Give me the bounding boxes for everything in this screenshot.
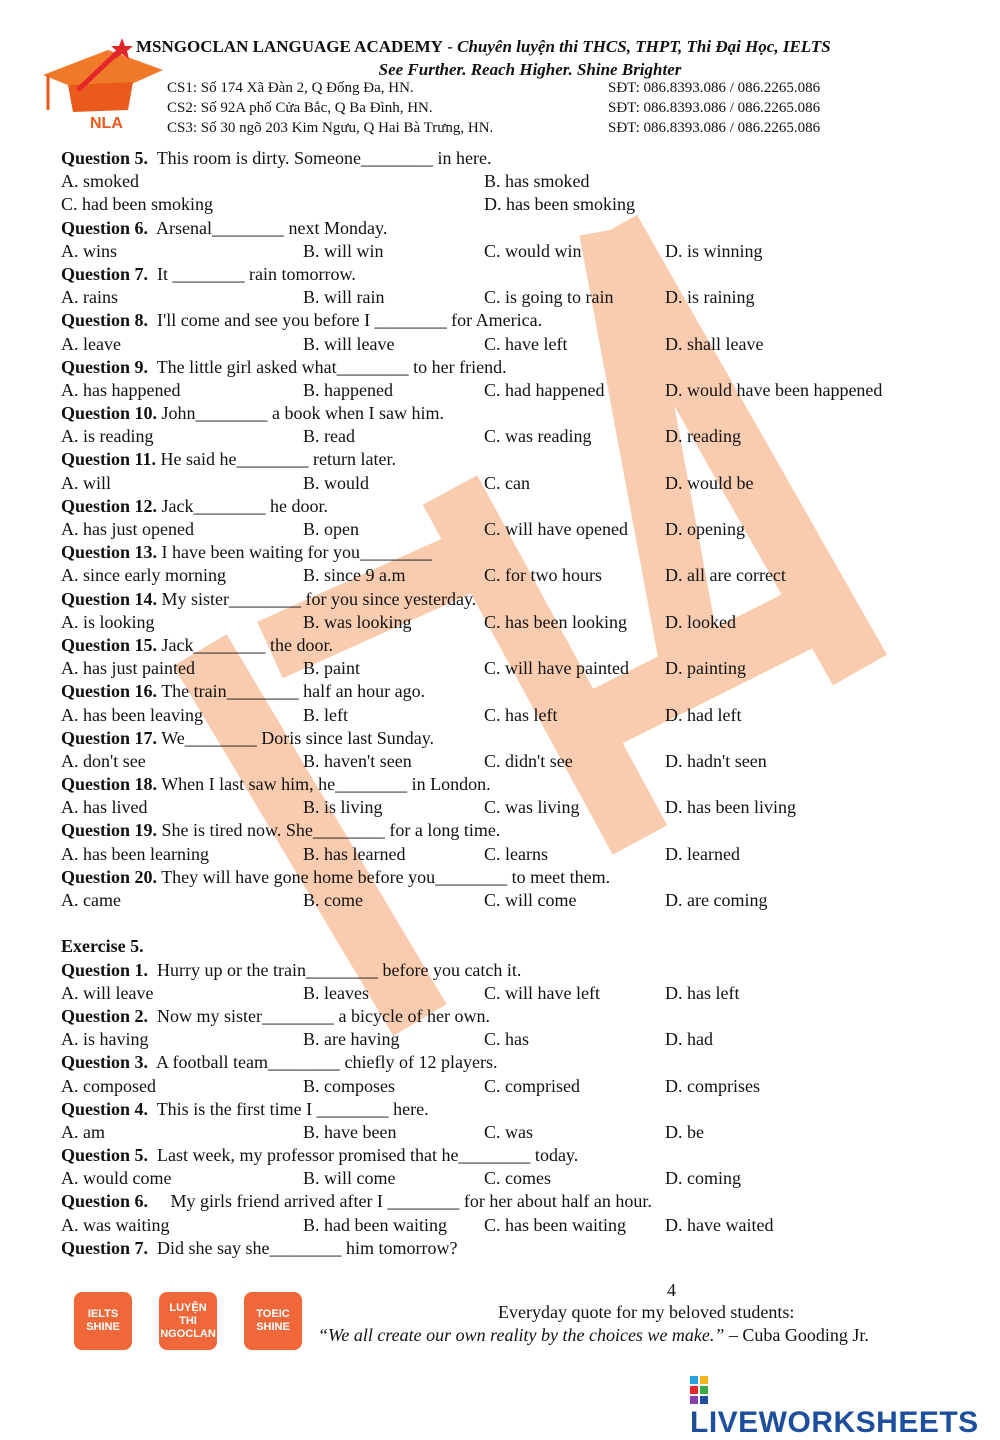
- question-line: [61, 1098, 961, 1121]
- branch-address: CS3: Số 30 ngõ 203 Kim Ngưu, Q Hai Bà Trưng, HN.: [167, 120, 494, 136]
- answer-option[interactable]: C. has left: [484, 704, 558, 725]
- answer-option[interactable]: A. smoked: [61, 171, 139, 192]
- answer-option[interactable]: C. learns: [484, 843, 548, 864]
- options-row: [61, 657, 961, 680]
- question-line: [61, 1237, 961, 1260]
- daily-quote: “We all create our own reality by the choices we make.” – Cuba Gooding Jr.: [318, 1325, 869, 1345]
- answer-option[interactable]: C. had been smoking: [61, 194, 213, 215]
- question-label: Question 8.: [61, 310, 149, 331]
- answer-option[interactable]: B. left: [303, 704, 348, 725]
- question-text: When I last saw him, he________ in London.: [157, 774, 491, 795]
- options-row: [61, 750, 961, 773]
- question-line: [61, 866, 961, 889]
- answer-option[interactable]: C. have left: [484, 333, 568, 354]
- answer-option[interactable]: B. will leave: [303, 333, 395, 354]
- answer-option[interactable]: C. has been waiting: [484, 1214, 626, 1235]
- academy-title: MSNGOCLAN LANGUAGE ACADEMY - Chuyên luyện thi THCS, THPT, Thi Đại Học, IELTS: [136, 37, 831, 56]
- answer-option[interactable]: D. comprises: [665, 1075, 760, 1096]
- options-row: [61, 982, 961, 1005]
- answer-option[interactable]: D. had: [665, 1029, 713, 1050]
- answer-option[interactable]: A. will leave: [61, 982, 154, 1003]
- question-line: [61, 1190, 961, 1213]
- answer-option[interactable]: B. haven't seen: [303, 750, 412, 771]
- question-line: [61, 147, 961, 170]
- answer-option[interactable]: D. has been smoking: [484, 194, 635, 215]
- question-label: Question 5.: [61, 148, 149, 168]
- answer-option[interactable]: B. would: [303, 472, 370, 493]
- question-line: [61, 309, 961, 332]
- answer-option[interactable]: B. will win: [303, 240, 384, 261]
- options-row: [61, 240, 961, 263]
- answer-option[interactable]: B. composes: [303, 1075, 395, 1096]
- answer-option[interactable]: B. paint: [303, 658, 360, 679]
- answer-option[interactable]: B. come: [303, 890, 363, 910]
- luyenthi-ngoclan-badge: LUYỆN THI NGOCLAN: [159, 1292, 217, 1350]
- answer-option[interactable]: C. was living: [484, 797, 580, 818]
- answer-option[interactable]: C. comprised: [484, 1075, 580, 1096]
- answer-option[interactable]: A. is having: [61, 1029, 149, 1050]
- question-text: Hurry up or the train________ before you catch it.: [148, 959, 522, 980]
- options-row: [61, 333, 961, 356]
- slogan: See Further. Reach Higher. Shine Brighter: [378, 60, 682, 79]
- answer-option[interactable]: C. didn't see: [484, 750, 573, 771]
- answer-option[interactable]: B. happened: [303, 379, 393, 400]
- answer-option[interactable]: A. don't see: [61, 750, 146, 771]
- question-line: [61, 680, 961, 703]
- question-line: [61, 773, 961, 796]
- document-header: [0, 0, 1000, 145]
- question-text: Jack________ the door.: [157, 634, 333, 655]
- answer-option[interactable]: B. will rain: [303, 287, 385, 308]
- options-row: [61, 170, 961, 193]
- answer-option[interactable]: D. are coming: [665, 890, 768, 910]
- answer-option[interactable]: D. has been living: [665, 797, 796, 818]
- answer-option[interactable]: A. is looking: [61, 611, 155, 632]
- answer-option[interactable]: A. has happened: [61, 379, 181, 400]
- answer-option[interactable]: C. comes: [484, 1168, 551, 1189]
- ielts-shine-badge: IELTS SHINE: [74, 1292, 132, 1350]
- exercise-title: Exercise 5.: [61, 936, 144, 957]
- answer-option[interactable]: D. is winning: [665, 240, 763, 261]
- answer-option[interactable]: D. is raining: [665, 287, 755, 308]
- question-line: [61, 959, 961, 982]
- options-row: [61, 564, 961, 587]
- answer-option[interactable]: A. is reading: [61, 426, 154, 447]
- answer-option[interactable]: C. will have painted: [484, 658, 629, 679]
- options-row: [61, 843, 961, 866]
- options-row: [61, 1075, 961, 1098]
- question-label: Question 11.: [61, 449, 157, 470]
- branch-phone: SĐT: 086.8393.086 / 086.2265.086: [608, 100, 821, 116]
- page-number: 4: [667, 1280, 676, 1300]
- options-row: [61, 611, 961, 634]
- question-label: Question 14.: [61, 588, 158, 609]
- answer-option[interactable]: D. hadn't seen: [665, 750, 767, 771]
- options-row: [61, 1028, 961, 1051]
- question-text: He said he________ return later.: [156, 449, 396, 470]
- options-row: [61, 472, 961, 495]
- answer-option[interactable]: B. open: [303, 519, 359, 539]
- question-label: Question 5.: [61, 1145, 149, 1166]
- question-text: She is tired now. She________ for a long time.: [157, 820, 501, 841]
- toeic-shine-badge: TOEIC SHINE: [244, 1292, 302, 1350]
- answer-option[interactable]: D. opening: [665, 519, 745, 539]
- options-row: [61, 889, 961, 912]
- answer-option[interactable]: D. all are correct: [665, 565, 786, 586]
- question-text: A football team________ chiefly of 12 players.: [148, 1052, 498, 1073]
- answer-option[interactable]: D. have waited: [665, 1214, 774, 1235]
- question-text: I'll come and see you before I ________ for America.: [148, 310, 543, 331]
- question-line: [61, 634, 961, 657]
- question-text: This is the first time I ________ here.: [148, 1098, 429, 1119]
- question-line: [61, 819, 961, 842]
- options-row: [61, 704, 961, 727]
- question-label: Question 12.: [61, 495, 158, 516]
- answer-option[interactable]: D. be: [665, 1121, 704, 1142]
- answer-option[interactable]: D. learned: [665, 843, 740, 864]
- answer-option[interactable]: C. had happened: [484, 379, 605, 400]
- branch-address: CS1: Số 174 Xã Đàn 2, Q Đống Đa, HN.: [167, 80, 414, 96]
- answer-option[interactable]: C. has been looking: [484, 611, 627, 632]
- answer-option[interactable]: A. will: [61, 472, 112, 493]
- answer-option[interactable]: B. since 9 a.m: [303, 565, 406, 586]
- answer-option[interactable]: A. am: [61, 1121, 105, 1142]
- question-text: I have been waiting for you________: [157, 542, 432, 563]
- answer-option[interactable]: C. would win: [484, 240, 582, 261]
- answer-option[interactable]: D. had left: [665, 704, 742, 725]
- question-line: [61, 217, 961, 240]
- question-text: We________ Doris since last Sunday.: [157, 727, 435, 748]
- answer-option[interactable]: A. has lived: [61, 797, 148, 818]
- question-text: Last week, my professor promised that he________ today.: [148, 1145, 579, 1166]
- question-label: Question 10.: [61, 403, 158, 424]
- question-label: Question 1.: [61, 959, 149, 980]
- answer-option[interactable]: C. is going to rain: [484, 287, 614, 308]
- answer-option[interactable]: A. has just opened: [61, 519, 194, 539]
- answer-option[interactable]: C. will have opened: [484, 519, 628, 539]
- answer-option[interactable]: D. shall leave: [665, 333, 764, 354]
- question-label: Question 6.: [61, 1191, 149, 1212]
- answer-option[interactable]: A. has just painted: [61, 658, 195, 679]
- options-row: [61, 796, 961, 819]
- question-line: [61, 448, 961, 471]
- question-text: Arsenal________ next Monday.: [148, 217, 388, 238]
- answer-option[interactable]: B. are having: [303, 1029, 400, 1050]
- answer-option[interactable]: C. for two hours: [484, 565, 602, 586]
- question-line: [61, 541, 961, 564]
- question-text: John________ a book when I saw him.: [157, 403, 444, 424]
- options-row: [61, 1167, 961, 1190]
- worksheet-content: [61, 147, 961, 1260]
- question-text: Did she say she________ him tomorrow?: [148, 1237, 458, 1258]
- options-row: [61, 1214, 961, 1237]
- question-label: Question 9.: [61, 356, 149, 377]
- question-line: [61, 356, 961, 379]
- question-label: Question 7.: [61, 1237, 149, 1258]
- answer-option[interactable]: B. have been: [303, 1121, 397, 1142]
- answer-option[interactable]: C. will come: [484, 890, 577, 910]
- quote-label: Everyday quote for my beloved students:: [498, 1302, 795, 1322]
- question-line: [61, 263, 961, 286]
- options-row: [61, 1121, 961, 1144]
- answer-option[interactable]: A. has been learning: [61, 843, 209, 864]
- answer-option[interactable]: B. is living: [303, 797, 383, 818]
- question-line: [61, 495, 961, 518]
- question-label: Question 15.: [61, 634, 158, 655]
- answer-option[interactable]: A. came: [61, 890, 121, 910]
- answer-option[interactable]: B. was looking: [303, 611, 412, 632]
- answer-option[interactable]: A. composed: [61, 1075, 156, 1096]
- answer-option[interactable]: A. since early morning: [61, 565, 226, 586]
- question-text: My girls friend arrived after I ________ for her about half an hour.: [148, 1191, 652, 1212]
- answer-option[interactable]: D. looked: [665, 611, 736, 632]
- question-label: Question 4.: [61, 1098, 149, 1119]
- branch-phone: SĐT: 086.8393.086 / 086.2265.086: [608, 80, 821, 96]
- spacer: [61, 912, 961, 935]
- answer-option[interactable]: D. coming: [665, 1168, 741, 1189]
- options-row: [61, 193, 961, 216]
- question-label: Question 17.: [61, 727, 158, 748]
- liveworksheets-logo: LIVEWORKSHEETS: [690, 1372, 1000, 1440]
- question-line: [61, 402, 961, 425]
- question-text: This room is dirty. Someone________ in here.: [148, 148, 492, 168]
- answer-option[interactable]: B. has smoked: [484, 171, 590, 192]
- question-text: It ________ rain tomorrow.: [148, 263, 356, 284]
- options-row: [61, 286, 961, 309]
- question-line: [61, 588, 961, 611]
- question-label: Question 3.: [61, 1052, 149, 1073]
- question-label: Question 2.: [61, 1005, 149, 1026]
- answer-option[interactable]: B. leaves: [303, 982, 369, 1003]
- question-line: [61, 1005, 961, 1028]
- answer-option[interactable]: B. will come: [303, 1168, 396, 1189]
- options-row: [61, 518, 961, 541]
- answer-option[interactable]: C. will have left: [484, 982, 600, 1003]
- question-line: [61, 1144, 961, 1167]
- branch-address: CS2: Số 92A phố Cửa Bắc, Q Ba Đình, HN.: [167, 100, 433, 116]
- answer-option[interactable]: A. was waiting: [61, 1214, 170, 1235]
- question-label: Question 18.: [61, 774, 158, 795]
- question-label: Question 7.: [61, 263, 149, 284]
- question-label: Question 16.: [61, 681, 158, 702]
- answer-option[interactable]: B. had been waiting: [303, 1214, 447, 1235]
- answer-option[interactable]: D. reading: [665, 426, 741, 447]
- logo-text: NLA: [90, 115, 123, 132]
- answer-option[interactable]: A. wins: [61, 240, 118, 261]
- answer-option[interactable]: D. would be: [665, 472, 754, 493]
- answer-option[interactable]: B. has learned: [303, 843, 406, 864]
- answer-option[interactable]: C. was: [484, 1121, 533, 1142]
- answer-option[interactable]: C. has: [484, 1029, 529, 1050]
- question-label: Question 19.: [61, 820, 158, 841]
- answer-option[interactable]: C. can: [484, 472, 530, 493]
- answer-option[interactable]: C. was reading: [484, 426, 592, 447]
- question-text: The little girl asked what________ to her friend.: [148, 356, 507, 377]
- question-text: Jack________ he door.: [157, 495, 328, 516]
- answer-option[interactable]: A. rains: [61, 287, 118, 308]
- question-line: [61, 1051, 961, 1074]
- question-label: Question 13.: [61, 542, 158, 563]
- question-text: The train________ half an hour ago.: [157, 681, 426, 702]
- answer-option[interactable]: A. has been leaving: [61, 704, 203, 725]
- answer-option[interactable]: A. would come: [61, 1168, 172, 1189]
- question-text: They will have gone home before you________ to meet them.: [157, 866, 611, 887]
- options-row: [61, 379, 961, 402]
- question-text: Now my sister________ a bicycle of her own.: [148, 1005, 490, 1026]
- liveworksheets-icon: [690, 1376, 708, 1404]
- question-text: My sister________ for you since yesterday.: [157, 588, 477, 609]
- question-label: Question 20.: [61, 866, 158, 887]
- answer-option[interactable]: D. has left: [665, 982, 740, 1003]
- answer-option[interactable]: A. leave: [61, 333, 121, 354]
- branch-phone: SĐT: 086.8393.086 / 086.2265.086: [608, 120, 821, 136]
- options-row: [61, 425, 961, 448]
- question-line: [61, 727, 961, 750]
- answer-option[interactable]: D. painting: [665, 658, 746, 679]
- answer-option[interactable]: D. would have been happened: [665, 379, 883, 400]
- question-label: Question 6.: [61, 217, 149, 238]
- answer-option[interactable]: B. read: [303, 426, 355, 447]
